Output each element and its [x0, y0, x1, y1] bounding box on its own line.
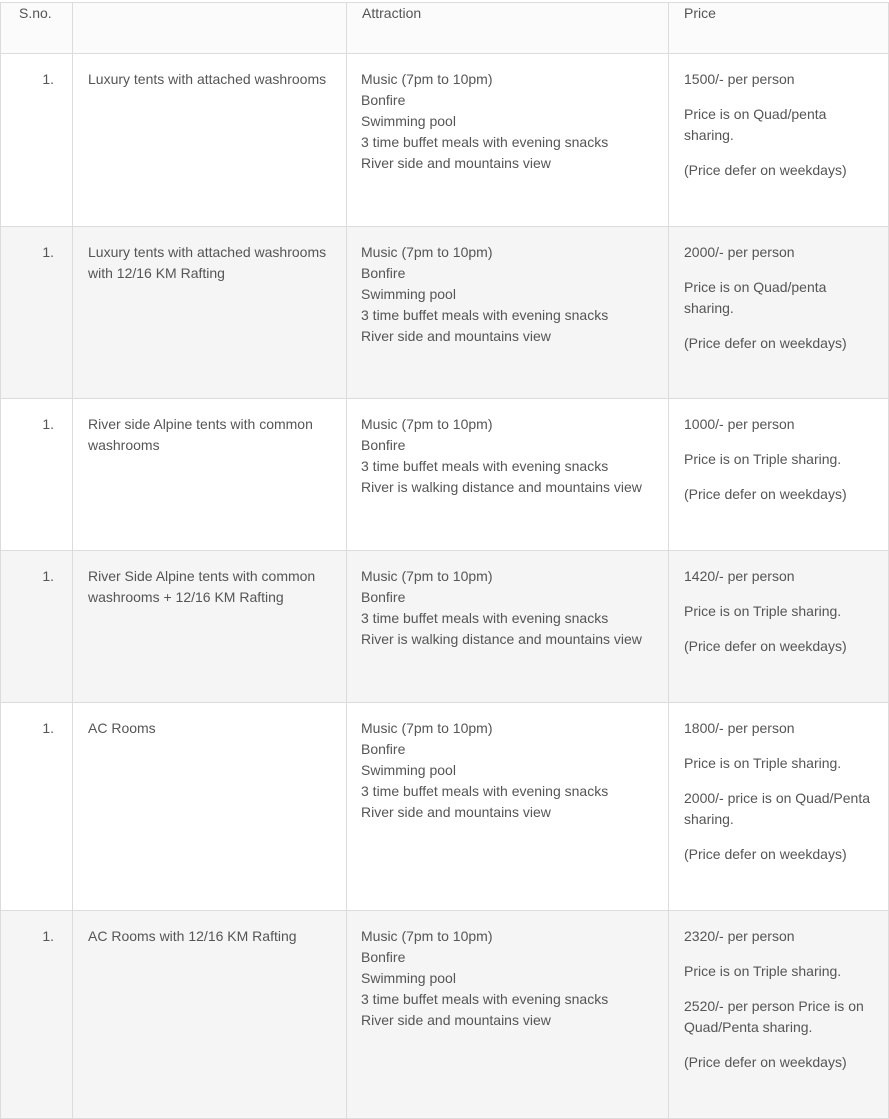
attraction-item: Music (7pm to 10pm): [361, 720, 493, 736]
price-line: (Price defer on weekdays): [684, 638, 847, 654]
header-attraction: Attraction: [347, 3, 669, 54]
row-attractions: [347, 911, 669, 1119]
attraction-item: 3 time buffet meals with evening snacks: [361, 783, 609, 799]
attraction-item: 3 time buffet meals with evening snacks: [361, 134, 609, 150]
row-price: [669, 911, 889, 1119]
row-sno: 1.: [1, 911, 73, 1119]
row-package: Luxury tents with attached washrooms: [73, 54, 347, 227]
header-price: Price: [669, 3, 889, 54]
pricing-table: [0, 2, 889, 1119]
price-line: 2000/- price is on Quad/Penta sharing.: [684, 790, 871, 827]
price-line: Price is on Triple sharing.: [684, 963, 842, 979]
attraction-item: Music (7pm to 10pm): [361, 244, 493, 260]
attraction-item: Music (7pm to 10pm): [361, 416, 493, 432]
price-line: (Price defer on weekdays): [684, 1054, 847, 1070]
price-line: Price is on Quad/penta sharing.: [684, 279, 827, 316]
header-row: [1, 3, 889, 54]
attraction-item: Bonfire: [361, 92, 406, 108]
row-sno: 1.: [1, 399, 73, 551]
price-line: 1500/- per person: [684, 71, 795, 87]
row-package: AC Rooms: [73, 703, 347, 911]
row-attractions: [347, 399, 669, 551]
attraction-item: River is walking distance and mountains view: [361, 631, 642, 647]
row-attractions: [347, 551, 669, 703]
attraction-item: Bonfire: [361, 949, 406, 965]
attraction-item: River side and mountains view: [361, 1012, 551, 1028]
row-price: [669, 227, 889, 399]
attraction-item: River side and mountains view: [361, 804, 551, 820]
attraction-item: Bonfire: [361, 265, 406, 281]
attraction-item: 3 time buffet meals with evening snacks: [361, 991, 609, 1007]
price-line: (Price defer on weekdays): [684, 846, 847, 862]
attraction-item: Bonfire: [361, 437, 406, 453]
table-body: [1, 54, 889, 1119]
price-line: (Price defer on weekdays): [684, 335, 847, 351]
attraction-item: 3 time buffet meals with evening snacks: [361, 307, 609, 323]
row-sno: 1.: [1, 227, 73, 399]
price-line: Price is on Triple sharing.: [684, 451, 842, 467]
attraction-item: Swimming pool: [361, 762, 456, 778]
price-line: (Price defer on weekdays): [684, 486, 847, 502]
table-row: [1, 551, 889, 703]
attraction-item: Music (7pm to 10pm): [361, 928, 493, 944]
attraction-item: Swimming pool: [361, 113, 456, 129]
price-line: 2520/- per person Price is on Quad/Penta sharing.: [684, 998, 864, 1035]
row-package: River side Alpine tents with common washrooms: [73, 399, 347, 551]
price-line: 2320/- per person: [684, 928, 795, 944]
attraction-item: Swimming pool: [361, 970, 456, 986]
row-attractions: [347, 703, 669, 911]
attraction-item: Bonfire: [361, 589, 406, 605]
table-row: [1, 399, 889, 551]
price-line: 2000/- per person: [684, 244, 795, 260]
row-sno: 1.: [1, 54, 73, 227]
attraction-item: Music (7pm to 10pm): [361, 71, 493, 87]
row-sno: 1.: [1, 703, 73, 911]
attraction-item: 3 time buffet meals with evening snacks: [361, 610, 609, 626]
row-package: Luxury tents with attached washrooms with 12/16 KM Rafting: [73, 227, 347, 399]
attraction-item: 3 time buffet meals with evening snacks: [361, 458, 609, 474]
row-price: [669, 54, 889, 227]
price-line: (Price defer on weekdays): [684, 162, 847, 178]
price-line: Price is on Quad/penta sharing.: [684, 106, 827, 143]
price-line: Price is on Triple sharing.: [684, 603, 842, 619]
header-sno: S.no.: [1, 3, 73, 54]
attraction-item: Bonfire: [361, 741, 406, 757]
table-row: [1, 227, 889, 399]
attraction-item: Music (7pm to 10pm): [361, 568, 493, 584]
price-line: 1420/- per person: [684, 568, 795, 584]
price-line: 1000/- per person: [684, 416, 795, 432]
row-price: [669, 399, 889, 551]
attraction-item: Swimming pool: [361, 286, 456, 302]
attraction-item: River side and mountains view: [361, 155, 551, 171]
price-line: 1800/- per person: [684, 720, 795, 736]
table-row: [1, 703, 889, 911]
attraction-item: River side and mountains view: [361, 328, 551, 344]
row-attractions: [347, 54, 669, 227]
attraction-item: River is walking distance and mountains view: [361, 479, 642, 495]
row-price: [669, 551, 889, 703]
table-header: [1, 3, 889, 54]
row-package: River Side Alpine tents with common washrooms + 12/16 KM Rafting: [73, 551, 347, 703]
table-row: [1, 54, 889, 227]
row-price: [669, 703, 889, 911]
row-sno: 1.: [1, 551, 73, 703]
row-package: AC Rooms with 12/16 KM Rafting: [73, 911, 347, 1119]
row-attractions: [347, 227, 669, 399]
price-line: Price is on Triple sharing.: [684, 755, 842, 771]
table-row: [1, 911, 889, 1119]
header-package: [73, 3, 347, 54]
